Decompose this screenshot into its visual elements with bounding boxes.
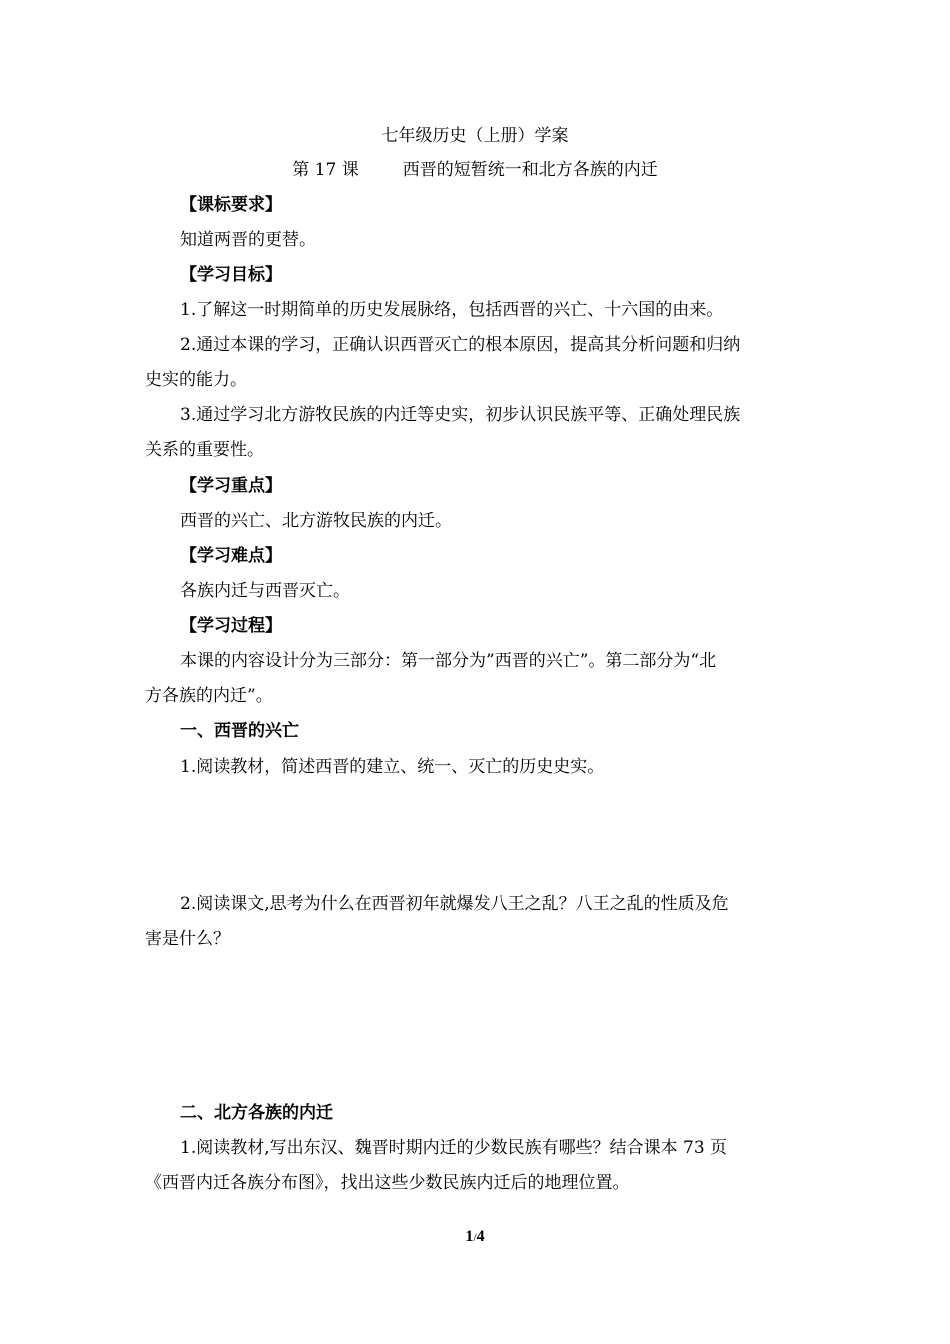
standard-text: 知道两晋的更替。 [180, 230, 316, 250]
lesson-heading [0, 158, 950, 182]
part1-question-2-line-1: 2.阅读课文,思考为什么在西晋初年就爆发八王之乱？八王之乱的性质及危 [180, 894, 729, 914]
part1-question-1: 1.阅读教材，简述西晋的建立、统一、灭亡的历史史实。 [180, 757, 605, 777]
difficulty-heading: 【学习难点】 [180, 546, 282, 566]
key-text: 西晋的兴亡、北方游牧民族的内迁。 [180, 511, 452, 531]
page-number [0, 1228, 950, 1246]
part2-heading: 二、北方各族的内迁 [180, 1103, 333, 1123]
goal-3-line-2: 关系的重要性。 [145, 440, 264, 460]
standard-heading: 【课标要求】 [180, 195, 282, 215]
goal-2-line-1: 2.通过本课的学习，正确认识西晋灭亡的根本原因，提高其分析问题和归纳 [180, 335, 741, 355]
lesson-title: 西晋的短暂统一和北方各族的内迁 [402, 160, 658, 180]
page-total: 4 [476, 1228, 485, 1245]
process-heading: 【学习过程】 [180, 616, 282, 636]
part2-question-1-line-1: 1.阅读教材,写出东汉、魏晋时期内迁的少数民族有哪些？结合课本 73 页 [180, 1138, 728, 1158]
process-line-1: 本课的内容设计分为三部分：第一部分为”西晋的兴亡”。第二部分为“北 [180, 651, 717, 671]
part1-heading: 一、西晋的兴亡 [180, 721, 299, 741]
goal-3-line-1: 3.通过学习北方游牧民族的内迁等史实，初步认识民族平等、正确处理民族 [180, 405, 741, 425]
document-title: 七年级历史（上册）学案 [381, 126, 569, 146]
part2-question-1-line-2: 《西晋内迁各族分布图》，找出这些少数民族内迁后的地理位置。 [145, 1173, 630, 1193]
part1-question-2-line-2: 害是什么？ [145, 929, 230, 949]
goals-heading: 【学习目标】 [180, 265, 282, 285]
page-current: 1 [465, 1228, 474, 1245]
lesson-number: 第 17 课 [292, 160, 359, 180]
goal-1: 1.了解这一时期简单的历史发展脉络，包括西晋的兴亡、十六国的由来。 [180, 300, 724, 320]
process-line-2: 方各族的内迁”。 [145, 686, 273, 706]
page-separator: / [473, 1230, 477, 1244]
difficulty-text: 各族内迁与西晋灭亡。 [180, 581, 350, 601]
key-heading: 【学习重点】 [180, 476, 282, 496]
goal-2-line-2: 史实的能力。 [145, 370, 247, 390]
